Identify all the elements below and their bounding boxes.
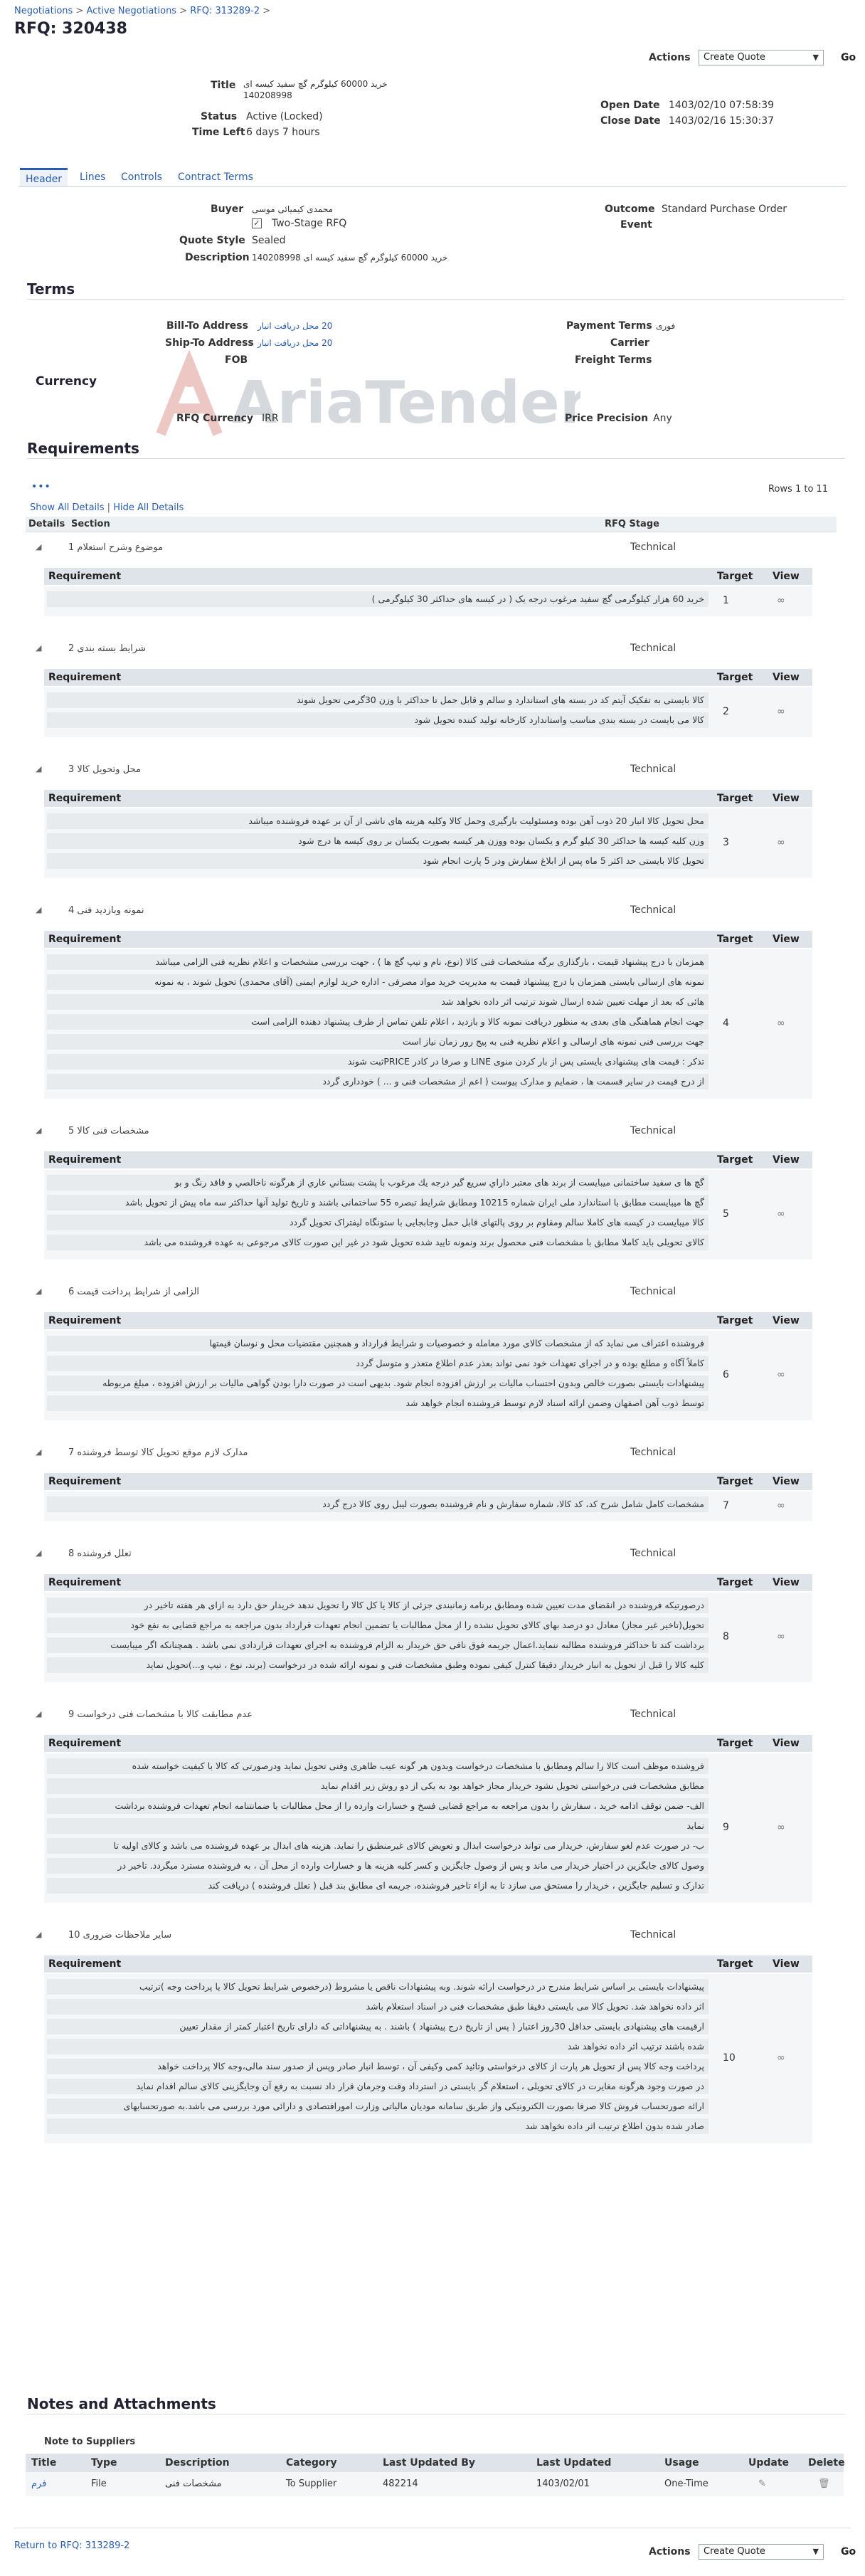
requirement-target: 7: [723, 1500, 729, 1511]
col-view: View: [773, 1315, 800, 1326]
carrier-label: Carrier: [610, 337, 649, 349]
section-name: محل وتحویل کالا 3: [68, 764, 141, 775]
requirement-text: نمونه های ارسالی بایستی همزمان با درج پیشنهاد قیمت به مدیریت خرید مواد مصرفی - اداره خرید لوازم ایمنی (آقای محمدی) تحویل شوند ، به نمونه: [47, 974, 709, 990]
col-target: Target: [717, 672, 753, 683]
terms-heading: Terms: [27, 280, 75, 297]
bill-to-link[interactable]: 20 محل دریافت انبار: [258, 321, 333, 331]
section-row: [26, 1924, 837, 1948]
title-label: Title: [211, 80, 236, 91]
requirement-table-header: [44, 1574, 812, 1591]
requirement-text: ارقیمت های پیشنهادی بایستی حداقل 30روز اعتبار ( پس از تاریخ درج پیشنهاد ) باشند . به پیشنهاداتی که دارای تاریخ اعتبار کمتر از مقدار تعیین: [47, 2019, 709, 2034]
requirement-text: شده باشند ترتیب اثر داده نخواهد شد: [47, 2039, 709, 2054]
requirement-text: کالا بایستی به تفکیک آیتم کد در بسته های استاندارد و سالم و قابل حمل تا حداکثر با وزن 30گرمی تحویل شوند: [47, 692, 709, 708]
open-date-value: 1403/02/10 07:58:39: [669, 100, 775, 111]
go-button[interactable]: Go: [841, 52, 856, 63]
section-row: [26, 759, 837, 783]
watermark-text: AriaTender: [232, 369, 580, 437]
col-section: Section: [71, 519, 110, 529]
section-row: [26, 1543, 837, 1567]
requirement-text: گچ ها ی سفید ساختمانی میبایست از برند های معتبر داراي سريع گير درجه يك مرغوب با پشت بستاني عاري از هرگونه ناخالصي و فاقد رنگ و بو: [47, 1175, 709, 1191]
requirement-text: کاملاً آگاه و مطلع بوده و در اجرای تعهدات خود نمی تواند بعذر عدم اطلاع متعذر و متوسل گردد: [47, 1356, 709, 1371]
requirement-text: تحویل کالا بایستی حد اکثر 5 ماه پس از ابلاغ سفارش ودر 5 پارت انجام شود: [47, 853, 709, 869]
section-row: [26, 899, 837, 924]
requirement-target: 8: [723, 1631, 729, 1642]
col-view: View: [773, 1154, 800, 1166]
requirement-text: توسط ذوب آهن اصفهان وضمن ارائه اسناد لازم توسط فروشنده انجام خواهد شد: [47, 1395, 709, 1411]
requirement-table-header: [44, 790, 812, 807]
col-delete: Delete: [808, 2457, 845, 2469]
requirements-table-header: [26, 517, 837, 532]
glasses-icon[interactable]: ∞: [777, 837, 785, 848]
col-requirement: Requirement: [48, 1577, 122, 1588]
requirement-target: 10: [723, 2052, 736, 2064]
section-stage: Technical: [630, 1447, 676, 1458]
price-precision-label: Price Precision: [565, 413, 649, 424]
requirement-body: [44, 1974, 812, 2143]
section-stage: Technical: [630, 1125, 676, 1136]
requirement-body: [44, 1331, 812, 1420]
col-view: View: [773, 1577, 800, 1588]
requirement-text: صادر شده بدون اطلاع ترتیب اثر داده نخواهد شد: [47, 2118, 709, 2134]
attachment-usage: One-Time: [664, 2479, 709, 2489]
fob-label: FOB: [225, 354, 248, 366]
col-view: View: [773, 672, 800, 683]
requirement-text: کالای تحویلی باید کاملا مطابق با مشخصات فنی محصول برند ونمونه تایید شده تحویل شود در غیر این صورت کالای مرجوعی به عهده فروشنده می باشد: [47, 1235, 709, 1250]
requirement-text: برداشت کند تا حداکثر فروشنده مطالبه ننماید.اعمال جریمه فوق نافی حق خریدار به الزام فروشنده به اجرای تعهدات قراردادی نمی باشد . همچنانکه اگر میبایست: [47, 1637, 709, 1653]
tab-controls[interactable]: Controls: [121, 171, 162, 183]
tabs-divider: [18, 186, 847, 187]
requirement-text: گچ ها میبایست مطابق با استاندارد ملی ایران شماره 10215 ومطابق شرایط تبصره 55 ساختمانی باشند و تاریخ تولید آنها حداکثر سه ماه پیش از تحویل باشد: [47, 1195, 709, 1210]
collapse-triangle-icon[interactable]: ◢: [36, 1447, 42, 1457]
rfq-currency-label: RFQ Currency: [176, 413, 254, 424]
requirement-text: از درج قیمت در سایر قسمت ها ، ضمایم و مدارک پیوست ( اعم از مشخصات فنی و ... ) خودداری گردد: [47, 1074, 709, 1089]
collapse-triangle-icon[interactable]: ◢: [36, 1548, 42, 1558]
glasses-icon[interactable]: ∞: [777, 1208, 785, 1220]
col-requirement: Requirement: [48, 934, 122, 945]
section-row: [26, 1442, 837, 1466]
section-name: سایر ملاحظات ضروری 10: [68, 1930, 172, 1941]
col-requirement: Requirement: [48, 1315, 122, 1326]
requirement-text: مطابق مشخصات فنی درخواستی تحویل نشود خریدار مجاز خواهد بود به یکی از دو روش زیر اقدام نماید: [47, 1778, 709, 1794]
requirement-text: جهت بررسی فنی نمونه های ارسالی و اعلام نظریه فنی به پیج رور زمان نیاز است: [47, 1034, 709, 1050]
col-usage: Usage: [664, 2457, 699, 2469]
open-date-label: Open Date: [600, 100, 660, 111]
requirement-body: [44, 949, 812, 1099]
requirement-text: تحویل(تاخیر غیر مجاز) معادل دو درصد بهای کالای تحویل نشده را از محل مطالبات یا تضمین انجام تعهدات قرارداد بدون مراجعه به مراجع قضایی به نفع خود: [47, 1617, 709, 1633]
time-left-value: 6 days 7 hours: [246, 127, 320, 138]
section-row: [26, 638, 837, 662]
section-stage: Technical: [630, 904, 676, 916]
col-requirement: Requirement: [48, 571, 122, 582]
section-stage: Technical: [630, 1929, 676, 1941]
requirement-target: 5: [723, 1208, 729, 1220]
section-name: الزامی از شرایط پرداخت قیمت 6: [68, 1287, 200, 1297]
requirement-text: محل تحویل کالا انبار 20 ذوب آهن بوده ومسئولیت بارگیری وحمل کالا وکلیه هزینه های ناشی از آن بر عهده فروشنده میباشد: [47, 813, 709, 829]
col-category[interactable]: Category: [286, 2457, 337, 2469]
collapse-triangle-icon[interactable]: ◢: [36, 542, 42, 551]
requirement-table-header: [44, 1735, 812, 1752]
requirements-heading-rule: [27, 458, 845, 459]
attachment-category: To Supplier: [286, 2479, 337, 2489]
footer-actions-label: Actions: [649, 2546, 691, 2557]
requirement-table-header: [44, 669, 812, 686]
note-to-suppliers-heading: Note to Suppliers: [44, 2437, 136, 2447]
return-to-rfq-link[interactable]: Return to RFQ: 313289-2: [14, 2540, 130, 2551]
collapse-triangle-icon[interactable]: ◢: [36, 1709, 42, 1719]
col-target: Target: [717, 1315, 753, 1326]
tab-lines[interactable]: Lines: [80, 171, 106, 183]
separator: |: [107, 502, 114, 513]
payment-terms-label: Payment Terms: [566, 320, 652, 332]
section-name: شرایط بسته بندی 2: [68, 643, 146, 654]
glasses-icon[interactable]: ∞: [777, 1822, 785, 1833]
requirement-text: درصورتیکه فروشنده در انقضای مدت تعیین شده ومطابق برنامه زمانبندی جزئی از کالا یا کل کالا را تحویل ندهد خریدار حق دارد به ازای هر هفته تاخیر در: [47, 1598, 709, 1613]
title-value: خرید 60000 کیلوگرم گچ سفید کیسه ای 140208998: [243, 79, 388, 100]
chevron-down-icon: ▼: [812, 2547, 819, 2556]
rfq-currency-value: IRR: [262, 413, 279, 424]
glasses-icon[interactable]: ∞: [777, 2052, 785, 2064]
requirement-text: ب- در صورت عدم لغو سفارش، خریدار می تواند درخواست ابدال و تعویض کالای غیرمنطبق را نماید. هزینه های ابدال بر عهده فروشنده می باشد و کالای اولیه تا: [47, 1838, 709, 1854]
col-description[interactable]: Description: [165, 2457, 230, 2469]
requirement-text: ارائه صورتحساب فروش کالا صرفا بصورت الکترونیکی واز طریق سامانه مودیان مالیاتی وزارت امورافتصادی و دارائی مورد بررسی می باشد.به صورتحسابهای: [47, 2099, 709, 2114]
col-view: View: [773, 1738, 800, 1749]
section-stage: Technical: [630, 1548, 676, 1559]
collapse-triangle-icon[interactable]: ◢: [36, 1126, 42, 1135]
col-last-updated-by[interactable]: Last Updated By: [383, 2457, 476, 2469]
section-stage: Technical: [630, 542, 676, 553]
glasses-icon[interactable]: ∞: [777, 706, 785, 717]
breadcrumb-separator: >: [262, 6, 271, 16]
col-requirement: Requirement: [48, 1958, 122, 1970]
breadcrumb-negotiations[interactable]: Negotiations: [14, 6, 73, 16]
col-view: View: [773, 1958, 800, 1970]
footer-actions-select-value: Create Quote: [704, 2546, 765, 2557]
breadcrumb-rfq[interactable]: RFQ: 313289-2: [190, 6, 260, 16]
requirement-body: [44, 1492, 812, 1521]
ship-to-link[interactable]: 20 محل دریافت انبار: [258, 338, 333, 348]
notes-heading: Notes and Attachments: [27, 2395, 216, 2412]
requirement-body: [44, 1170, 812, 1260]
col-target: Target: [717, 934, 753, 945]
section-stage: Technical: [630, 643, 676, 654]
close-date-label: Close Date: [600, 115, 661, 127]
col-target: Target: [717, 1154, 753, 1166]
description-label: Description: [185, 252, 250, 263]
col-target: Target: [717, 793, 753, 804]
status-label: Status: [201, 111, 238, 122]
glasses-icon[interactable]: ∞: [777, 595, 785, 606]
requirement-text: پیشنهادات بایستی بصورت خالص وبدون احتساب مالیات بر ارزش افزوده انجام شود. بدیهی است در صورت دارا بودن گواهی مالیات بر ارزش افزوده ، مبلغ مربوطه: [47, 1376, 709, 1391]
requirement-text: هائی که بعد از مهلت تعیین شده ارسال شوند ترتیب اثر داده نخواهد شد: [47, 994, 709, 1010]
section-name: نمونه وبازدید فنی 4: [68, 905, 144, 916]
requirements-heading: Requirements: [27, 440, 139, 457]
section-name: عدم مطابقت کالا با مشخصات فنی درخواست 9: [68, 1709, 253, 1720]
col-view: View: [773, 793, 800, 804]
col-target: Target: [717, 1476, 753, 1487]
requirement-text: مشخصات کامل شامل شرح کد، کد کالا، شماره سفارش و نام فروشنده بصورت لیبل روی کالا درج گردد: [47, 1496, 709, 1512]
requirement-target: 2: [723, 706, 729, 717]
requirement-table-header: [44, 568, 812, 585]
col-requirement: Requirement: [48, 1476, 122, 1487]
breadcrumb-separator: >: [75, 6, 87, 16]
collapse-triangle-icon[interactable]: ◢: [36, 643, 42, 653]
col-rfq-stage: RFQ Stage: [605, 519, 659, 529]
glasses-icon[interactable]: ∞: [777, 1369, 785, 1381]
requirement-text: اثر داده نخواهد شد. تحویل کالا می بایستی دقیقا طبق مشخصات فنی در اسناد استعلام باشد: [47, 1999, 709, 2015]
section-row: [26, 537, 837, 561]
attachment-title-link[interactable]: فرم: [31, 2479, 47, 2489]
page-title: RFQ: 320438: [14, 20, 127, 38]
actions-select[interactable]: [699, 50, 824, 65]
watermark-graphic: [139, 349, 580, 448]
section-row: [26, 1704, 837, 1728]
requirement-text: خرید 60 هزار کیلوگرمی گچ سفید مرغوب درجه یک ( در کیسه های حداکثر 30 کیلوگرمی ): [47, 591, 709, 607]
col-requirement: Requirement: [48, 793, 122, 804]
requirement-text: جهت انجام هماهنگی های بعدی به منظور دریافت نمونه کالا و بازدید ، اعلام تلفن تماس از طرف پیشنهاد دهنده الزامی است: [47, 1014, 709, 1030]
terms-heading-rule: [27, 299, 845, 300]
glasses-icon[interactable]: ∞: [777, 1631, 785, 1642]
requirement-text: وصول کالای جایگزین در اختیار خریدار می ماند و پس از وصول جایگزین و کسر کلیه هزینه ها و خسارات وارده از محل آن ، به فروشنده مسترد میگردد. تاخیر در: [47, 1858, 709, 1874]
two-stage-label: Two-Stage RFQ: [272, 218, 347, 229]
bill-to-label: Bill-To Address: [166, 320, 248, 332]
section-row: [26, 1120, 837, 1144]
attachment-type: File: [91, 2479, 107, 2489]
requirement-target: 6: [723, 1369, 729, 1381]
attachments-table-header: [26, 2454, 844, 2472]
requirement-target: 3: [723, 837, 729, 848]
requirement-target: 1: [723, 595, 729, 606]
outcome-value: Standard Purchase Order: [662, 204, 787, 215]
attachment-updated-by: 482214: [383, 2479, 418, 2489]
col-requirement: Requirement: [48, 672, 122, 683]
outcome-label: Outcome: [605, 204, 655, 215]
col-details: Details: [28, 519, 65, 529]
requirement-target: 4: [723, 1018, 729, 1029]
buyer-label: Buyer: [211, 204, 244, 215]
requirement-table-header: [44, 931, 812, 948]
section-row: [26, 1281, 837, 1305]
ship-to-label: Ship-To Address: [165, 337, 254, 349]
breadcrumb-separator: >: [179, 6, 191, 16]
requirement-text: در صورت وجود هرگونه مغایرت در کالای تحویلی ، استعلام گر بایستی در استرداد وقت وجرمان قرار داد نسبت به رفع آن وجایگزینی کالای سالم اقدام نماید: [47, 2079, 709, 2094]
description-value: خرید 60000 کیلوگرم گچ سفید کیسه ای 140208998: [252, 253, 448, 263]
breadcrumb: [14, 6, 270, 16]
requirement-text: پیشنهادات بایستی بر اساس شرایط مندرج در درخواست ارائه شوند. وبه پیشنهادات ناقص یا مشروط (درخصوص شرایط تحویل کالا یا پرداخت وجه )ترتیب: [47, 1979, 709, 1995]
requirement-text: کالا می بایست در بسته بندی مناسب واستاندارد کارخانه تولید کننده تحویل شود: [47, 712, 709, 728]
col-target: Target: [717, 1738, 753, 1749]
close-date-value: 1403/02/16 15:30:37: [669, 115, 775, 127]
col-target: Target: [717, 1958, 753, 1970]
time-left-label: Time Left: [192, 127, 245, 138]
requirement-text: پرداخت وجه کالا پس از تحویل هر پارت از کالای درخواستی وتائید کمی وکیفی آن ، توسط انبار صادر وپس از صدور سند مالی،وجه کالا پرداخت خواهد: [47, 2059, 709, 2074]
requirement-text: کلیه کالا را قبل از تحویل به انبار خریدار دقیقا کنترل کیفی نموده وطبق مشخصات فنی و نمونه ارائه شده در درخواست (برند، نوع ، تیپ و...)تحویل نماید: [47, 1657, 709, 1673]
attachment-updated: 1403/02/01: [536, 2479, 590, 2489]
two-stage-checkbox[interactable]: ✓: [252, 218, 262, 228]
requirement-text: تذکر : قیمت های پیشنهادی بایستی پس از بار کردن منوی LINE و صرفا در کادر PRICEثبت شوند: [47, 1054, 709, 1070]
requirement-body: [44, 808, 812, 878]
glasses-icon[interactable]: ∞: [777, 1500, 785, 1511]
col-view: View: [773, 1476, 800, 1487]
col-requirement: Requirement: [48, 1738, 122, 1749]
col-target: Target: [717, 1577, 753, 1588]
requirement-text: تدارک و تسلیم جایگزین ، خریدار را مستحق می سازد تا به ازاء تاخیر فروشنده، جریمه ای مطابق بند قبل ( تعلل فروشنده ) دریافت کند: [47, 1878, 709, 1894]
buyer-value: محمدی کیمیائی موسی: [252, 204, 334, 214]
show-hide-details: [30, 502, 184, 513]
requirement-text: فروشنده موظف است کالا را سالم ومطابق با مشخصات درخواست وبدون هر گونه عیب ظاهری وفنی تحویل نماید ودرصورتی که کالا با کیفیت خواسته شده: [47, 1758, 709, 1774]
section-stage: Technical: [630, 1709, 676, 1720]
collapse-triangle-icon[interactable]: ◢: [36, 905, 42, 914]
requirement-target: 9: [723, 1822, 729, 1833]
actions-select-value: Create Quote: [704, 52, 765, 63]
requirement-text: همزمان با درج پیشنهاد قیمت ، بارگذاری برگه مشخصات فنی کالا (نوع، نام و تیپ گچ ها ) ، جهت بررسی مشخصات و اعلام نظریه فنی الزامی میباشد: [47, 954, 709, 970]
requirement-body: [44, 687, 812, 737]
section-name: موضوع وشرح استعلام 1: [68, 542, 164, 553]
col-update: Update: [748, 2457, 790, 2469]
currency-heading: Currency: [36, 374, 97, 389]
pencil-icon[interactable]: ✎: [758, 2479, 766, 2489]
requirement-table-header: [44, 1151, 812, 1168]
col-requirement: Requirement: [48, 1154, 122, 1166]
col-type[interactable]: Type: [91, 2457, 117, 2469]
requirement-text: نماید: [47, 1818, 709, 1834]
quote-style-value: Sealed: [252, 235, 286, 246]
col-target: Target: [717, 571, 753, 582]
price-precision-value: Any: [653, 413, 672, 424]
requirement-text: فروشنده اعتراف می نماید که از مشخصات کالای مورد معامله و خصوصیات و شرایط قرارداد و همچنین مقتضیات محل و نوسان قیمتها: [47, 1336, 709, 1351]
requirement-table-header: [44, 1473, 812, 1490]
col-title[interactable]: Title: [31, 2457, 57, 2469]
quote-style-label: Quote Style: [179, 235, 245, 246]
rows-info: Rows 1 to 11: [768, 484, 829, 495]
show-all-details-link[interactable]: Show All Details: [30, 502, 105, 513]
hide-all-details-link[interactable]: Hide All Details: [113, 502, 184, 513]
section-stage: Technical: [630, 764, 676, 775]
event-label: Event: [620, 219, 652, 231]
collapse-triangle-icon[interactable]: ◢: [36, 1287, 42, 1296]
status-value: Active (Locked): [246, 111, 323, 122]
requirement-body: [44, 586, 812, 616]
watermark-logo: [139, 349, 580, 448]
requirement-table-header: [44, 1312, 812, 1329]
trash-icon[interactable]: 🗑: [818, 2479, 830, 2489]
payment-terms-value: فوری: [656, 321, 676, 331]
more-options-icon[interactable]: •••: [31, 481, 51, 492]
tab-header[interactable]: Header: [20, 168, 68, 186]
collapse-triangle-icon[interactable]: ◢: [36, 1930, 42, 1939]
requirement-body: [44, 1593, 812, 1682]
attachment-description: مشخصات فنی: [165, 2479, 222, 2489]
footer-go-button[interactable]: Go: [841, 2546, 856, 2557]
col-last-updated[interactable]: Last Updated: [536, 2457, 612, 2469]
requirement-text: کالا میبایست در کیسه های کاملا سالم ومقاوم بر روی پالتهای قابل حمل وجابجایی با ستونگاه لیفتراک تحویل گردد: [47, 1215, 709, 1230]
requirement-table-header: [44, 1955, 812, 1973]
requirement-body: [44, 1753, 812, 1903]
attachment-row: [26, 2472, 844, 2496]
freight-terms-label: Freight Terms: [575, 354, 652, 366]
requirement-text: الف- ضمن توقف ادامه خرید ، سفارش را بدون مراجعه به مراجع قضایی فسخ و خسارات وارده را از محل مطالبات یا ضمانتنامه انجام تعهدات فروشنده برداشت: [47, 1798, 709, 1814]
actions-label: Actions: [649, 52, 691, 63]
breadcrumb-active-negotiations[interactable]: Active Negotiations: [86, 6, 177, 16]
section-name: مدارک لازم موقع تحویل کالا توسط فروشنده 7: [68, 1447, 248, 1458]
tab-contract-terms[interactable]: Contract Terms: [178, 171, 253, 183]
section-stage: Technical: [630, 1286, 676, 1297]
requirement-text: وزن کلیه کیسه ها حداکثر 30 کیلو گرم و یکسان بوده ووزن هر کیسه بصورت یکسان بر روی کیسه ها درج شود: [47, 833, 709, 849]
col-view: View: [773, 571, 800, 582]
section-name: تعلل فروشنده 8: [68, 1548, 132, 1559]
glasses-icon[interactable]: ∞: [777, 1018, 785, 1029]
footer-actions-select[interactable]: [699, 2544, 824, 2560]
section-name: مشخصات فنی کالا 5: [68, 1126, 149, 1136]
collapse-triangle-icon[interactable]: ◢: [36, 764, 42, 774]
col-view: View: [773, 934, 800, 945]
chevron-down-icon: ▼: [812, 53, 819, 62]
